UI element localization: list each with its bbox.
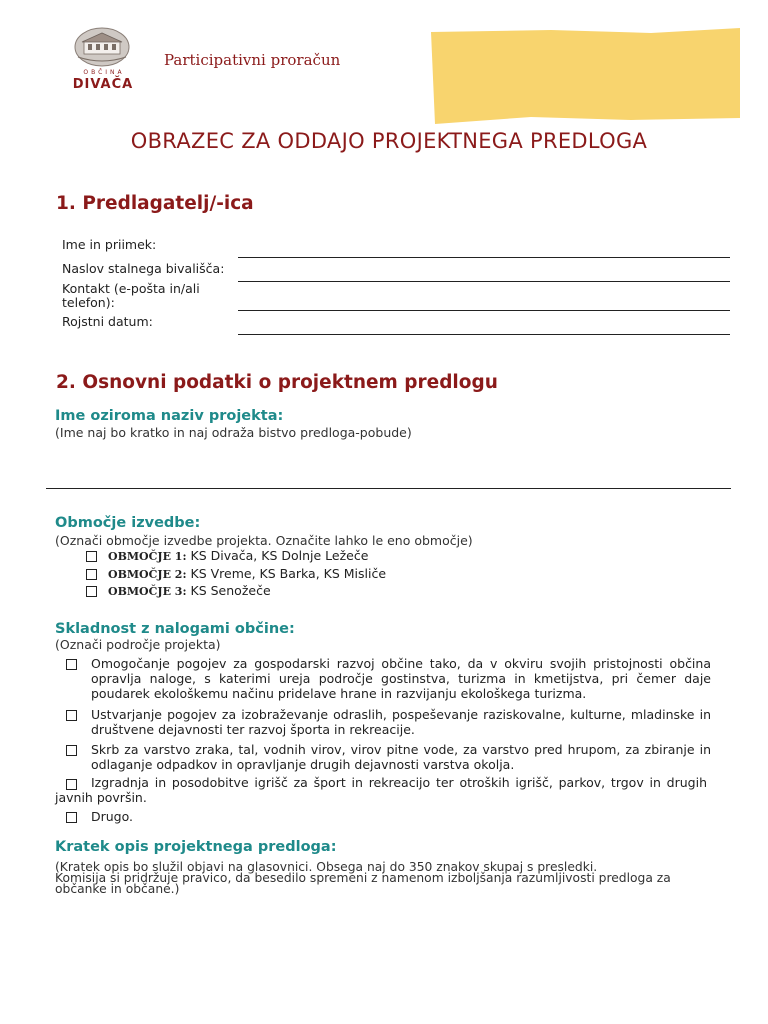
section-2-title: 2. Osnovni podatki o projektnem predlogu bbox=[56, 372, 498, 393]
area-heading: Območje izvedbe: bbox=[55, 515, 201, 531]
field-label-birthdate: Rojstni datum: bbox=[62, 314, 153, 329]
logo-caption: OBČINA bbox=[83, 69, 125, 76]
field-label-name: Ime in priimek: bbox=[62, 237, 157, 252]
description-note-line-3: občanke in občane.) bbox=[55, 882, 180, 896]
alignment-4-text: Izgradnja in posodobitve igrišč za šport in rekreacijo ter otroških igrišč, parkov, trgov in drugih javnih površin. bbox=[55, 775, 707, 805]
field-input-birthdate[interactable] bbox=[238, 334, 730, 335]
area-2-text: KS Vreme, KS Barka, KS Misliče bbox=[190, 566, 387, 581]
logo-name: DIVAČA bbox=[72, 77, 134, 92]
field-input-address[interactable] bbox=[238, 281, 730, 282]
description-note bbox=[55, 862, 671, 895]
alignment-5-text: Drugo. bbox=[91, 809, 134, 824]
area-2-checkbox[interactable] bbox=[86, 569, 97, 580]
field-input-name[interactable] bbox=[238, 257, 730, 258]
alignment-note: (Označi področje projekta) bbox=[55, 637, 221, 652]
section-1-title: 1. Predlagatelj/-ica bbox=[56, 193, 254, 214]
project-name-heading: Ime oziroma naziv projekta: bbox=[55, 408, 284, 424]
alignment-5-checkbox[interactable] bbox=[66, 812, 77, 823]
project-name-input-line[interactable] bbox=[46, 488, 731, 489]
area-3-option bbox=[108, 583, 271, 598]
municipality-emblem-icon bbox=[74, 27, 130, 67]
document-title: OBRAZEC ZA ODDAJO PROJEKTNEGA PREDLOGA bbox=[130, 129, 648, 153]
description-note-line-1: (Kratek opis bo služil objavi na glasovnici. Obsega naj do 350 znakov skupaj s presledki. bbox=[55, 860, 598, 874]
area-2-code: OBMOČJE 2: bbox=[108, 568, 187, 581]
alignment-1-text: Omogočanje pogojev za gospodarski razvoj občine tako, da v okviru svojih pristojnosti občina opravlja naloge, s katerimi ureja področje gostinstva, turizma in kmetijstva, pri čemer daje poudarek ekološkemu načinu pridelave hrane in razvijanju ekološkega turizma. bbox=[91, 656, 711, 701]
area-1-option bbox=[108, 548, 368, 563]
area-3-code: OBMOČJE 3: bbox=[108, 585, 187, 598]
field-input-contact[interactable] bbox=[238, 310, 730, 311]
area-1-checkbox[interactable] bbox=[86, 551, 97, 562]
field-label-contact: Kontakt (e-pošta in/ali telefon): bbox=[62, 281, 200, 310]
area-1-text: KS Divača, KS Dolnje Ležeče bbox=[190, 548, 369, 563]
area-3-text: KS Senožeče bbox=[190, 583, 271, 598]
field-label-address: Naslov stalnega bivališča: bbox=[62, 261, 225, 276]
sticky-note-highlight bbox=[431, 26, 740, 124]
area-2-option bbox=[108, 566, 386, 581]
alignment-3-text: Skrb za varstvo zraka, tal, vodnih virov, virov pitne vode, za varstvo pred hrupom, za zbiranje in odlaganje odpadkov in opravljanje drugih dejavnosti varstva okolja. bbox=[91, 742, 711, 772]
description-note-line-2: Komisija si pridržuje pravico, da besedilo spremeni z namenom izboljšanja razumljivosti predloga za bbox=[55, 871, 671, 885]
area-3-checkbox[interactable] bbox=[86, 586, 97, 597]
program-title: Participativni proračun bbox=[164, 51, 341, 69]
alignment-1-checkbox[interactable] bbox=[66, 659, 77, 670]
area-note: (Označi območje izvedbe projekta. Označite lahko le eno območje) bbox=[55, 533, 473, 548]
area-1-code: OBMOČJE 1: bbox=[108, 550, 187, 563]
alignment-heading: Skladnost z nalogami občine: bbox=[55, 621, 295, 637]
project-name-note: (Ime naj bo kratko in naj odraža bistvo predloga-pobude) bbox=[55, 425, 412, 440]
description-heading: Kratek opis projektnega predloga: bbox=[55, 839, 337, 855]
alignment-2-checkbox[interactable] bbox=[66, 710, 77, 721]
alignment-2-text: Ustvarjanje pogojev za izobraževanje odraslih, pospeševanje raziskovalne, kulturne, mladinske in društvene dejavnosti ter razvoj športa in rekreacije. bbox=[91, 707, 711, 737]
alignment-3-checkbox[interactable] bbox=[66, 745, 77, 756]
